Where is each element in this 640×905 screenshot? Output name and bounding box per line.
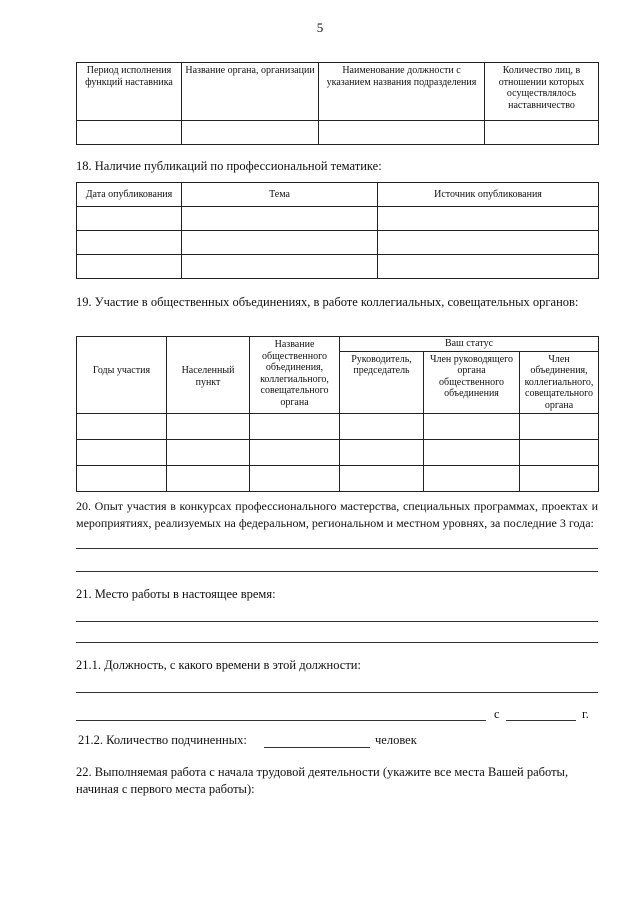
- answer-line[interactable]: [76, 548, 598, 549]
- cell[interactable]: [340, 466, 424, 492]
- header-years: Годы участия: [77, 337, 167, 414]
- cell[interactable]: [182, 207, 378, 231]
- subordinates-unit: человек: [375, 733, 417, 747]
- cell[interactable]: [520, 440, 599, 466]
- page-number: 5: [316, 20, 324, 35]
- section-20-title: 20. Опыт участия в конкурсах профессионального мастерства, специальных программах, проектах и мероприятиях, реализуемых на федеральном, региональном и местном уровнях, за последние 3 года:: [76, 499, 598, 530]
- cell[interactable]: [77, 231, 182, 255]
- answer-line[interactable]: [76, 642, 598, 643]
- header-status-board: Член руководящего органа общественного объединения: [424, 351, 520, 414]
- header-place: Населенный пункт: [167, 337, 250, 414]
- header-status-leader: Руководитель, председатель: [340, 351, 424, 414]
- answer-line[interactable]: [76, 571, 598, 572]
- header-source: Источник опубликования: [378, 183, 599, 207]
- cell[interactable]: [250, 440, 340, 466]
- cell[interactable]: [485, 121, 599, 145]
- header-date: Дата опубликования: [77, 183, 182, 207]
- since-year-line[interactable]: [506, 720, 576, 721]
- cell[interactable]: [167, 466, 250, 492]
- header-position: Наименование должности с указанием названия подразделения: [319, 63, 485, 121]
- cell[interactable]: [77, 207, 182, 231]
- cell[interactable]: [182, 255, 378, 279]
- section-22-title: 22. Выполняемая работа с начала трудовой деятельности (укажите все места Вашей работы, начиная с первого места работы):: [76, 765, 569, 796]
- cell[interactable]: [182, 231, 378, 255]
- header-period: Период исполнения функций наставника: [77, 63, 182, 121]
- cell[interactable]: [520, 414, 599, 440]
- header-status-member: Член объединения, коллегиального, совещательного органа: [520, 351, 599, 414]
- cell[interactable]: [77, 255, 182, 279]
- header-org: Название органа, организации: [182, 63, 319, 121]
- cell[interactable]: [77, 121, 182, 145]
- header-count: Количество лиц, в отношении которых осуществлялось наставничество: [485, 63, 599, 121]
- section-21-1-title: 21.1. Должность, с какого времени в этой должности:: [76, 658, 361, 672]
- cell[interactable]: [424, 414, 520, 440]
- cell[interactable]: [167, 440, 250, 466]
- cell[interactable]: [77, 466, 167, 492]
- header-status: Ваш статус: [340, 337, 599, 352]
- publications-table: [76, 182, 599, 279]
- answer-line[interactable]: [76, 621, 598, 622]
- cell[interactable]: [340, 414, 424, 440]
- cell[interactable]: [182, 121, 319, 145]
- cell[interactable]: [378, 207, 599, 231]
- cell[interactable]: [77, 440, 167, 466]
- section-21-2-label: 21.2. Количество подчиненных:: [78, 733, 247, 747]
- cell[interactable]: [77, 414, 167, 440]
- section-19-title: 19. Участие в общественных объединениях, в работе коллегиальных, совещательных органов:: [76, 295, 579, 309]
- cell[interactable]: [378, 231, 599, 255]
- cell[interactable]: [378, 255, 599, 279]
- year-suffix: г.: [582, 707, 589, 721]
- cell[interactable]: [319, 121, 485, 145]
- subordinates-line[interactable]: [264, 747, 370, 748]
- since-label: с: [494, 707, 500, 721]
- answer-line[interactable]: [76, 720, 486, 721]
- cell[interactable]: [167, 414, 250, 440]
- header-topic: Тема: [182, 183, 378, 207]
- header-association: Название общественного объединения, коллегиального, совещательного органа: [250, 337, 340, 414]
- section-18-title: 18. Наличие публикаций по профессиональной тематике:: [76, 159, 382, 173]
- cell[interactable]: [520, 466, 599, 492]
- mentor-table: [76, 62, 599, 145]
- answer-line[interactable]: [76, 692, 598, 693]
- cell[interactable]: [424, 440, 520, 466]
- cell[interactable]: [340, 440, 424, 466]
- associations-table: [76, 336, 599, 492]
- cell[interactable]: [424, 466, 520, 492]
- cell[interactable]: [250, 466, 340, 492]
- section-21-title: 21. Место работы в настоящее время:: [76, 587, 276, 601]
- cell[interactable]: [250, 414, 340, 440]
